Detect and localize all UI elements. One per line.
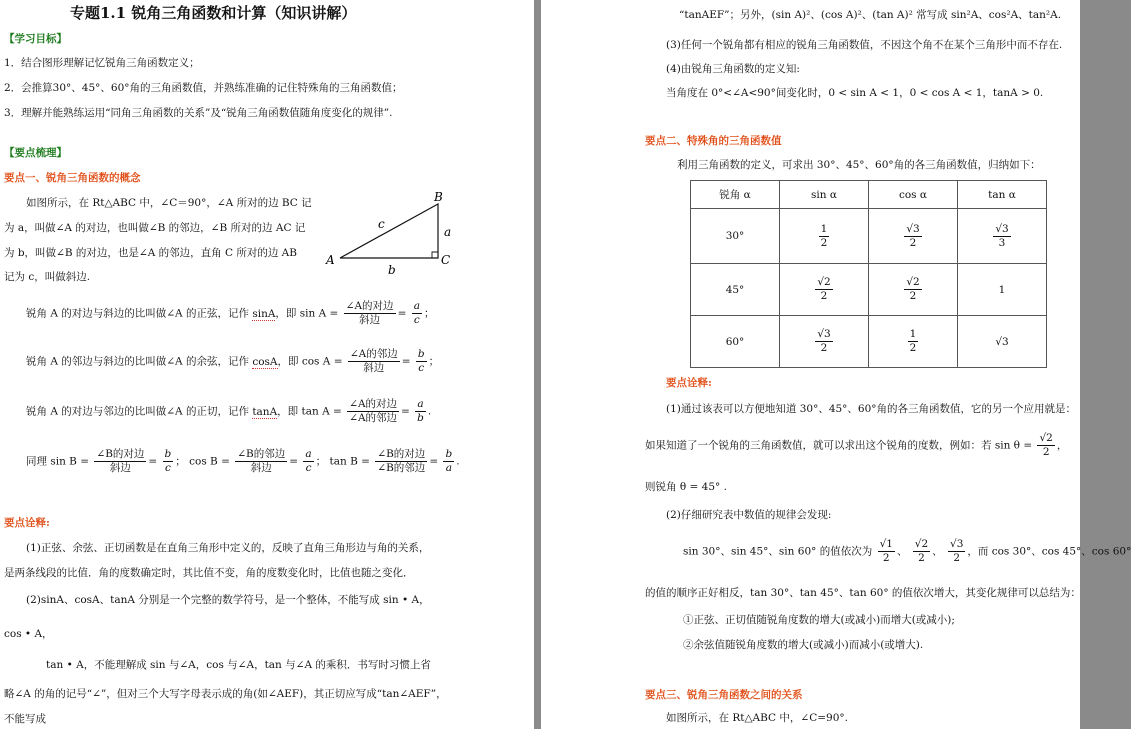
sinb-num: ∠B的对边	[96, 448, 145, 460]
def-tan-symbol: tanA	[252, 405, 278, 418]
header-cos: cos α	[869, 181, 958, 209]
note-r-1b-tail: ，	[1056, 439, 1068, 452]
point1-heading: 要点一、锐角三角函数的概念	[4, 172, 141, 184]
tanb-den: ∠B的邻边	[377, 462, 426, 474]
def-cos-eq: ，即 cos A =	[277, 355, 343, 368]
goal-heading: 【学习目标】	[4, 33, 67, 45]
formula-frac-3	[948, 538, 965, 565]
cos60-den: 2	[909, 342, 917, 354]
sin30-num: 1	[820, 222, 828, 235]
note-r-1b-frac	[1037, 432, 1054, 459]
note-line-2: 是两条线段的比值．角的度数确定时，其比值不变，角的度数变化时，比值也随之变化．	[4, 567, 414, 579]
tan-frac-num: ∠A的对边	[349, 398, 398, 410]
vertex-c-label: C	[441, 253, 451, 267]
cos-frac	[348, 348, 400, 375]
def-sin-eq: ，即 sin A =	[275, 307, 339, 320]
cos30-num: √3	[906, 222, 920, 235]
tanb-tail: .	[456, 455, 460, 468]
header-sin: sin α	[780, 181, 869, 209]
formula-lead: sin 30°、sin 45°、sin 60° 的值依次为	[683, 545, 873, 558]
f2-num: √2	[914, 538, 929, 550]
cell-cos45	[869, 264, 958, 316]
def-tan: 锐角 A 的对边与邻边的比叫做∠A 的正切，记作 tanA，即 tan A = $\frac{\text{∠A的对边}}{\text{∠A的邻边}}$ = $\frac{a}{b}$ .	[26, 398, 432, 424]
sin45-den: 2	[820, 290, 828, 302]
same-lead: 同理 sin B =	[26, 455, 90, 468]
tanb-lead: ； tan B =	[315, 455, 370, 468]
tan-frac-den: ∠A的邻边	[349, 412, 398, 424]
def-sin-symbol: sinA	[252, 307, 276, 320]
sinb-r-num: b	[164, 448, 172, 460]
tan30-den: 3	[998, 236, 1006, 249]
side-a-label: a	[444, 225, 452, 239]
cosb-r-num: a	[305, 448, 312, 460]
cos-tail: ；	[428, 355, 440, 368]
note-r-2b: 的值的顺序正好相反，tan 30°、tan 45°、tan 60° 的值依次增大，其变化规律可以总结为：	[645, 587, 1081, 599]
formula-frac-2	[913, 538, 930, 565]
tan-ratio-num: a	[415, 398, 426, 412]
cell-sin45	[780, 264, 869, 316]
tanb-r-den: a	[445, 462, 452, 474]
intro-line-1: 如图所示，在 Rt△ABC 中，∠C＝90°，∠A 所对的边 BC 记	[26, 197, 312, 209]
cosb-ratio	[303, 448, 313, 475]
cos60-num: 1	[909, 328, 917, 340]
point-4b: 当角度在 0°<∠A<90°间变化时，0 < sin A < 1，0 < cos A < 1，tanA > 0.	[666, 87, 1044, 99]
cell-cos30	[869, 209, 958, 264]
cos45-num: √2	[906, 276, 920, 288]
page-gutter	[534, 0, 541, 729]
note-line-6: 略∠A 的角的记号“∠”，但对三个大写字母表示成的角(如∠AEF)，其正切应写成“tan∠AEF”，	[4, 688, 447, 700]
cell-sin30	[780, 209, 869, 264]
sin60-den: 2	[820, 342, 828, 354]
vertex-b-label: B	[434, 190, 443, 204]
page-left	[0, 0, 534, 729]
sin30-den: 2	[820, 236, 828, 249]
note-r-2: (2)仔细研究表中数值的规律会发现:	[666, 509, 832, 521]
sin-tail: ；	[423, 307, 435, 320]
f1-num: √1	[879, 538, 893, 550]
table-row	[691, 209, 1047, 264]
triangle-shape	[340, 204, 438, 258]
cosb-den: 斜边	[250, 462, 272, 474]
def-cos: 锐角 A 的邻边与斜边的比叫做∠A 的余弦，记作 cosA，即 cos A = $\frac{\text{∠A的邻边}}{\text{斜边}}$ = $\frac{b}{c}$ ；	[26, 348, 440, 374]
def-sin: 锐角 A 的对边与斜边的比叫做∠A 的正弦，记作 sinA，即 sin A = $\frac{\text{∠A的对边}}{\text{斜边}}$ = $\frac{a}{c}$ ；	[26, 300, 435, 326]
point2-intro: 利用三角函数的定义，可求出 30°、45°、60°角的各三角函数值，归纳如下：	[677, 159, 1041, 171]
f1-den: 2	[882, 552, 890, 564]
sinb-r-den: c	[164, 462, 171, 474]
note-r-1b-text: 如果知道了一个锐角的三角函数值，就可以求出这个锐角的度数，例如：若 sin θ =	[645, 439, 1033, 452]
cosb-num: ∠B的邻边	[237, 448, 286, 460]
point3-heading: 要点三、锐角三角函数之间的关系	[645, 689, 803, 701]
tan-ratio	[415, 398, 426, 425]
cell-tan30	[958, 209, 1047, 264]
tanb-num: ∠B的对边	[377, 448, 426, 460]
tanb-r-num: b	[445, 448, 453, 460]
table-row	[691, 316, 1047, 368]
cell-sin60	[780, 316, 869, 368]
sin60-num: √3	[817, 328, 831, 340]
note-line-3: (2)sinA、cosA、tanA 分别是一个完整的数学符号，是一个整体，不能写成 sin • A，	[26, 594, 430, 606]
sin-ratio-num: a	[413, 300, 420, 312]
point3-intro: 如图所示，在 Rt△ABC 中，∠C=90°.	[666, 712, 848, 724]
page-title: 专题1.1 锐角三角函数和计算（知识讲解）	[70, 4, 357, 22]
intro-line-2: 为 a，叫做∠A 的对边，也叫做∠B 的邻边，∠B 所对的边 AC 记	[4, 222, 306, 234]
table-row	[691, 264, 1047, 316]
note-line-1: (1)正弦、余弦、正切函数是在直角三角形中定义的，反映了直角三角形边与角的关系，	[26, 542, 430, 554]
cos45-den: 2	[909, 290, 917, 302]
goal-3: 3．理解并能熟练运用“同角三角函数的关系”及“锐角三角函数值随角度变化的规律”.	[4, 107, 393, 119]
goal-2: 2．会推算30°、45°、60°角的三角函数值，并熟练准确的记住特殊角的三角函数值；	[4, 82, 403, 94]
note-r-1a: (1)通过该表可以方便地知道 30°、45°、60°角的各三角函数值，它的另一个应用就是：	[666, 403, 1077, 415]
cos-frac-den: 斜边	[363, 362, 385, 374]
sinb-ratio	[163, 448, 174, 475]
angle-60: 60°	[691, 316, 780, 368]
point-4: (4)由锐角三角函数的定义知:	[666, 63, 800, 75]
side-b-label: b	[388, 263, 396, 277]
tan-tail: .	[427, 405, 432, 418]
right-angle-mark	[432, 252, 438, 258]
special-angle-table	[690, 180, 1047, 368]
tanb-ratio	[443, 448, 454, 475]
cos-ratio-num: b	[417, 348, 425, 360]
cos-ratio-den: c	[418, 362, 425, 374]
angle-30: 30°	[691, 209, 780, 264]
sin45-num: √2	[817, 276, 831, 288]
def-tan-text: 锐角 A 的对边与邻边的比叫做∠A 的正切，记作	[26, 405, 249, 418]
cell-tan45: 1	[958, 264, 1047, 316]
cell-tan60: √3	[958, 316, 1047, 368]
intro-line-3: 为 b，叫做∠B 的对边，也是∠A 的邻边，直角 C 所对的边 AB	[4, 247, 297, 259]
def-tan-eq: ，即 tan A =	[277, 405, 342, 418]
def-cos-symbol: cosA	[252, 355, 278, 368]
sinb-frac	[94, 448, 146, 475]
cos-frac-num: ∠A的邻边	[349, 348, 398, 360]
vertex-a-label: A	[326, 253, 335, 267]
point-3: (3)任何一个锐角都有相应的锐角三角函数值，不因这个角不在某个三角形中而不存在.	[666, 39, 1063, 51]
formula-tail: ，而 cos 30°、cos 45°、cos 60°	[967, 545, 1131, 558]
point2-heading: 要点二、特殊角的三角函数值	[645, 135, 782, 147]
triangle-figure	[322, 190, 462, 280]
note-r-1b-den: 2	[1042, 446, 1050, 458]
cosb-frac	[235, 448, 287, 475]
goal-1: 1．结合图形理解记忆锐角三角函数定义；	[4, 57, 200, 69]
formula-frac-1	[878, 538, 895, 565]
rule-1: ①正弦、正切值随锐角度数的增大(或减小)而增大(或减小);	[683, 614, 955, 626]
note-r-2-formula: sin 30°、sin 45°、sin 60° 的值依次为 $\frac{√1}{2}$ 、 $\frac{√2}{2}$ 、 $\frac{√3}{2}$ ，而 cos 30°、cos 45°、cos 60°	[683, 538, 1131, 564]
points-heading: 【要点梳理】	[4, 147, 67, 159]
note-heading-right: 要点诠释:	[666, 377, 712, 389]
top-line: “tanAEF”；另外，(sin A)²、(cos A)²、(tan A)² 常写成 sin²A、cos²A、tan²A.	[679, 9, 1062, 21]
same-b-formulas: 同理 sin B = $\frac{\text{∠B的对边}}{\text{斜边}}$ = $\frac{b}{c}$ ； cos B = $\frac{\text{∠B的邻边}}{\text{斜边}}$ = $\frac{a}{c}$ ； tan B = $\frac{\text{∠B的对边}}{\text{∠B的邻边}}$ = $\frac{b}{a}$ .	[26, 448, 460, 474]
note-r-1b	[645, 432, 1067, 459]
cosb-r-den: c	[305, 462, 312, 474]
cosb-lead: ； cos B =	[175, 455, 230, 468]
note-line-7: 不能写成	[4, 713, 46, 725]
sinb-den: 斜边	[109, 462, 131, 474]
intro-line-4: 记为 c，叫做斜边.	[4, 271, 91, 283]
tan-ratio-den: b	[417, 412, 424, 424]
header-tan: tan α	[958, 181, 1047, 209]
sin-ratio-den: c	[413, 314, 420, 326]
cell-cos60	[869, 316, 958, 368]
note-r-1b-num: √2	[1039, 432, 1053, 444]
page-right	[541, 0, 1131, 729]
tan30-num: √3	[995, 222, 1009, 235]
rule-2: ②余弦值随锐角度数的增大(或减小)而减小(或增大).	[683, 639, 924, 651]
def-sin-text: 锐角 A 的对边与斜边的比叫做∠A 的正弦，记作	[26, 307, 249, 320]
tanb-frac	[375, 448, 427, 475]
note-line-4: cos • A，	[4, 628, 53, 640]
f3-den: 2	[953, 552, 961, 564]
sin-frac-den: 斜边	[359, 314, 381, 326]
header-angle: 锐角 α	[691, 181, 780, 209]
cos30-den: 2	[909, 236, 917, 249]
note-r-1c: 则锐角 θ = 45° .	[645, 481, 727, 493]
f3-num: √3	[950, 538, 964, 550]
sin-frac-num: ∠A的对边	[345, 300, 394, 312]
sin-ratio	[412, 300, 422, 327]
def-cos-text: 锐角 A 的邻边与斜边的比叫做∠A 的余弦，记作	[26, 355, 249, 368]
note-heading-left: 要点诠释:	[4, 517, 50, 529]
side-c-label: c	[378, 217, 385, 231]
sin-frac	[344, 300, 396, 327]
table-header-row	[691, 181, 1047, 209]
cos-ratio	[416, 348, 427, 375]
note-line-5: tan • A，不能理解成 sin 与∠A，cos 与∠A，tan 与∠A 的乘积．书写时习惯上省	[46, 659, 431, 671]
f2-den: 2	[918, 552, 925, 564]
tan-frac	[347, 398, 399, 425]
angle-45: 45°	[691, 264, 780, 316]
